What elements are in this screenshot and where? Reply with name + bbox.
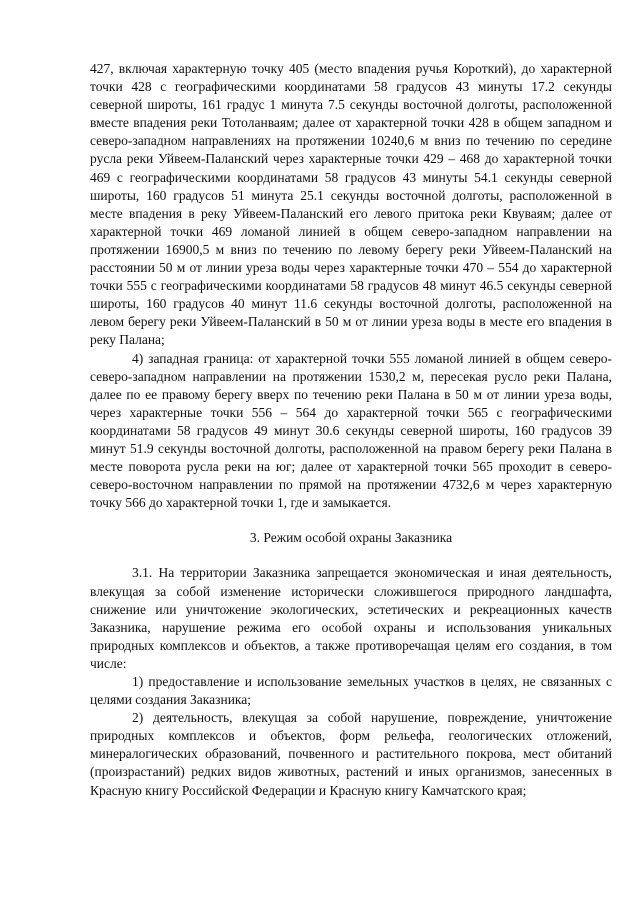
list-item-1: 1) предоставление и использование земельных участков в целях, не связанных с целями создания Заказника;: [90, 674, 612, 708]
boundary-description-continued: 427, включая характерную точку 405 (место впадения ручья Короткий), до характерной точки 428 с географическими координатами 58 градусов 43 минуты 17.2 секунды северной широты, 161 градус 1 минута 7.5 секунды восточной долготы, расположенной вместе впадения реки Тотоланваям; далее от характерной точки 428 в общем западном и северо-западном направлениях на протяжении 10240,6 м вниз по течению по середине русла реки Уйвеем-Паланский через характерные точки 429 – 468 до характерной точки 469 с географическими координатами 58 градусов 43 минуты 54.1 секунды северной широты, 160 градусов 51 минута 25.1 секунды восточной долготы, расположенной в месте впадения в реку Уйвеем-Паланский его левого притока реки Квуваям; далее от характерной точки 469 ломаной линией в общем северо-западном направлении на протяжении 16900,5 м вниз по течению по левому берегу реки Уйвеем-Паланский на расстоянии 50 м от линии уреза воды через характерные точки 470 – 554 до характерной точки 555 с географическими координатами 58 градусов 48 минут 46.5 секунды северной широты, 160 градусов 40 минут 11.6 секунды восточной долготы, расположенной на левом берегу реки Уйвеем-Паланский в 50 м от линии уреза воды в месте его впадения в реку Палана;: [90, 61, 612, 348]
western-boundary-paragraph: 4) западная граница: от характерной точки 555 ломаной линией в общем северо-северо-западном направлении на протяжении 1530,2 м, пересекая русло реки Палана, далее по ее правому берегу вверх по течению реки Палана в 50 м от линии уреза воды, через характерные точки 556 – 564 до характерной точки 565 с географическими координатами 58 градусов 49 минут 30.6 секунды северной широты, 160 градусов 39 минут 51.9 секунды восточной долготы, расположенной на правом берегу реки Палана в месте поворота русла реки на юг; далее от характерной точки 565 проходит в северо-северо-восточном направлении по прямой на протяжении 4732,6 м через характерную точку 566 до характерной точки 1, где и замыкается.: [90, 350, 612, 511]
document-page: [90, 60, 612, 800]
section-heading: 3. Режим особой охраны Заказника: [249, 530, 453, 546]
list-item-2: 2) деятельность, влекущая за собой нарушение, повреждение, уничтожение природных комплексов и объектов, форм рельефа, геологических отложений, минералогических образований, почвенного и растительного покрова, мест обитаний (произрастаний) редких видов животных, растений и иных организмов, занесенных в Красную книгу Российской Федерации и Красную книгу Камчатского края;: [90, 710, 612, 798]
paragraph-3-1: 3.1. На территории Заказника запрещается экономическая и иная деятельность, влекущая за собой изменение исторически сложившегося природного ландшафта, снижение или уничтожение экологических, эстетических и рекреационных качеств Заказника, нарушение режима его особой охраны и использования уникальных природных комплексов и объектов, а также противоречащая целям его создания, в том числе:: [90, 565, 612, 671]
